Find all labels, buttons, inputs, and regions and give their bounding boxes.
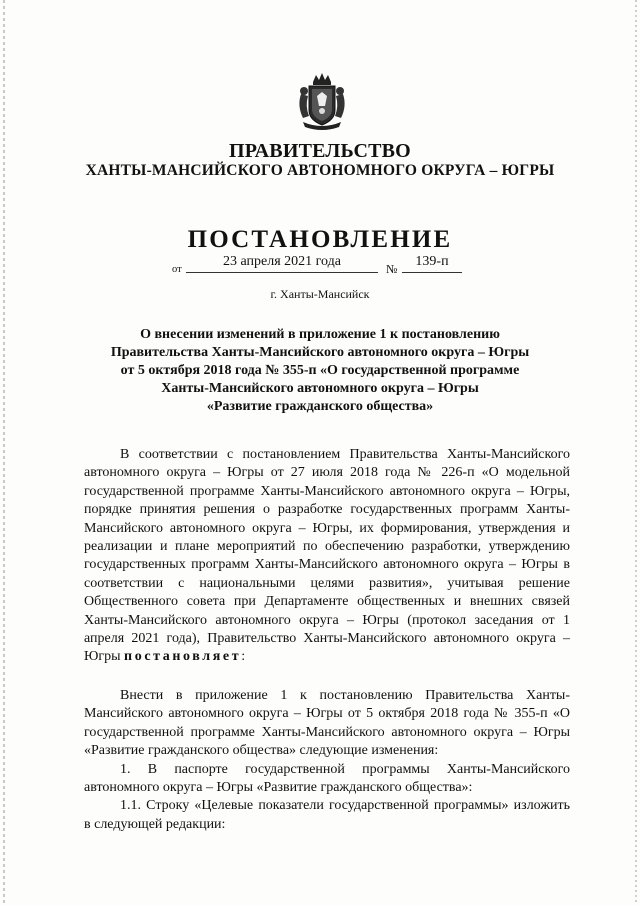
body-paragraph: 1. В паспорте государственной программы Ханты-Мансийского автономного округа – Югры «Развитие гражданского общества»: bbox=[84, 761, 570, 795]
subject-line: «Развитие гражданского общества» bbox=[206, 399, 434, 414]
body-paragraph bbox=[84, 446, 570, 667]
decree-date: 23 апреля 2021 года bbox=[186, 254, 378, 273]
decree-subject bbox=[60, 326, 580, 416]
paragraph-end: : bbox=[241, 649, 246, 665]
decree-date-row bbox=[0, 254, 640, 280]
date-label: от bbox=[172, 264, 182, 275]
subject-line: Ханты-Мансийского автономного округа – Югры bbox=[161, 381, 479, 396]
government-title: ПРАВИТЕЛЬСТВО bbox=[229, 140, 411, 162]
resolves-keyword: постановляет bbox=[124, 649, 242, 665]
scan-edge-right bbox=[635, 0, 637, 905]
number-label: № bbox=[386, 262, 398, 276]
paragraph-text: В соответствии с постановлением Правительства Ханты-Мансийского автономного округа – Югры от 27 июля 2018 года № 226-п «О модельной государственной программе Ханты-Мансийского автономного округа – Югры, порядке принятия решения о разработке государственных программ Ханты-Мансийского автономного округа – Югры, их формирования, утверждения и реализации и плане мероприятий по обеспечению разработки, утверждению государственных программ Ханты-Мансийского автономного округа – Югры в соответствии с национальными целями развития», учитывая решение Общественного совета при Департаменте общественных и внешних связей Ханты-Мансийского автономного округа – Югры (протокол заседания от 1 апреля 2021 года), Правительство Ханты-Мансийского автономного округа – Югры bbox=[84, 447, 570, 665]
decree-city: г. Ханты-Мансийск bbox=[270, 287, 370, 301]
decree-title: ПОСТАНОВЛЕНИЕ bbox=[187, 226, 453, 253]
body-paragraph: 1.1. Строку «Целевые показатели государственной программы» изложить в следующей редакции: bbox=[84, 798, 570, 832]
decree-number: 139-п bbox=[402, 254, 462, 273]
government-region: ХАНТЫ-МАНСИЙСКОГО АВТОНОМНОГО ОКРУГА – ЮГРЫ bbox=[85, 162, 555, 179]
subject-line: О внесении изменений в приложение 1 к постановлению bbox=[140, 327, 500, 342]
scan-edge-left bbox=[3, 0, 5, 905]
subject-line: Правительства Ханты-Мансийского автономного округа – Югры bbox=[110, 345, 530, 360]
subject-line: от 5 октября 2018 года № 355-п «О государственной программе bbox=[120, 363, 520, 378]
body-paragraph: Внести в приложение 1 к постановлению Правительства Ханты-Мансийского автономного округа – Югры от 5 октября 2018 года № 355-п «О государственной программе Ханты-Мансийского автономного округа – Югры «Развитие гражданского общества» следующие изменения: bbox=[84, 687, 570, 759]
coat-of-arms-icon bbox=[295, 72, 349, 132]
decree-body bbox=[84, 446, 570, 834]
